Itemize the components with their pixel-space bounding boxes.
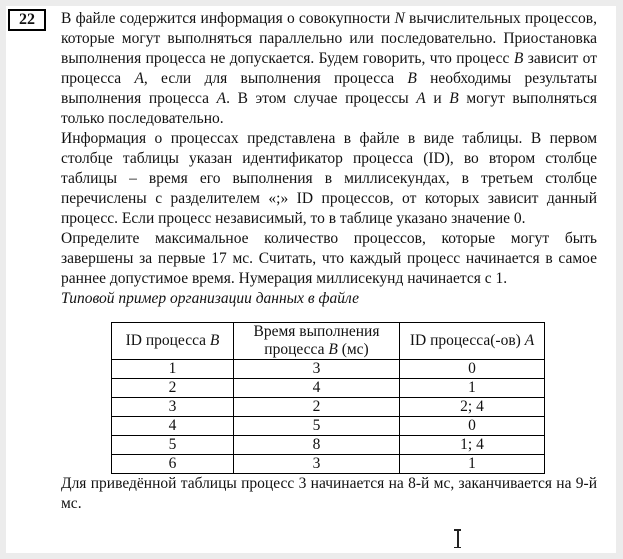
table-cell: 4: [234, 379, 400, 398]
table-cell: 2; 4: [400, 398, 545, 417]
header-dependencies: [400, 323, 545, 360]
variable-italic: B: [513, 50, 524, 67]
text-segment: , если для выполнения процесса: [143, 70, 408, 87]
text-segment: зависит от процесса: [61, 50, 597, 87]
table-row: [112, 379, 545, 398]
table-cell: 8: [234, 436, 400, 455]
process-table: [111, 322, 545, 474]
table-cell: 3: [112, 398, 234, 417]
table-cell: 1; 4: [400, 436, 545, 455]
table-header-row: [112, 323, 545, 360]
text-segment: ID процесса(-ов): [409, 332, 525, 349]
table-cell: 2: [234, 398, 400, 417]
header-process-id: [112, 323, 234, 360]
paragraph-intro: [61, 9, 597, 129]
text-segment: Для приведённой таблицы процесс 3 начинается на 8-й мс, заканчивается на 9-й мс.: [61, 475, 597, 512]
text-segment: (мс): [337, 341, 369, 358]
table-row: [112, 360, 545, 379]
table-cell: 5: [112, 436, 234, 455]
table-cell: 1: [400, 455, 545, 474]
text-segment: Информация о процессах представлена в файле в виде таблицы. В первом столбце таблицы указан идентификатор процесса (ID), во втором столбце таблицы – время его выполнения в миллисекундах, в третьем столбце перечислены с разделителем «;» ID процессов, от которых зависит данный процесс. Если процесс независимый, то в таблице указано значение 0.: [61, 130, 597, 227]
header-exec-time: [234, 323, 400, 360]
text-segment: ID процесса: [125, 332, 210, 349]
table-cell: 2: [112, 379, 234, 398]
variable-italic: B: [328, 341, 338, 358]
variable-italic: N: [394, 10, 405, 27]
paragraph-file-format: [61, 129, 597, 229]
task-text: [61, 9, 597, 514]
text-segment: В файле содержится информация о совокупности: [61, 10, 395, 27]
task-number-box: [8, 9, 46, 31]
variable-italic: A: [524, 332, 535, 349]
text-segment: Определите максимальное количество процессов, которые могут быть завершены за первые 17 мс. Считать, что каждый процесс начинается в самое раннее допустимое время. Нумерация миллисекунд начинается с 1.: [61, 230, 597, 287]
variable-italic: B: [209, 332, 220, 349]
ibeam-stem: [457, 530, 459, 547]
text-segment: . В этом случае процессы: [226, 90, 417, 107]
table-cell: 1: [112, 360, 234, 379]
variable-italic: A: [416, 90, 426, 107]
variable-italic: B: [407, 70, 417, 87]
table-cell: 3: [234, 455, 400, 474]
variable-italic: A: [216, 90, 227, 107]
table-cell: 5: [234, 417, 400, 436]
table-cell: 3: [234, 360, 400, 379]
table-cell: 6: [112, 455, 234, 474]
text-segment: вычислительных процессов, которые могут выполняться параллельно или последовательно. Приостановка выполнения процесса не допускается. Будем говорить, что процесс: [61, 10, 597, 67]
text-cursor-ibeam: [453, 529, 462, 548]
table-row: [112, 436, 545, 455]
ibeam-bottom-serif: [454, 547, 461, 549]
table-row: [112, 398, 545, 417]
table-body: [112, 360, 545, 474]
task-block: [6, 6, 616, 514]
table-cell: 0: [400, 360, 545, 379]
text-segment: необходимы результаты выполнения процесса: [61, 70, 598, 107]
document-page: [6, 6, 616, 553]
task-number: 22: [19, 11, 35, 28]
text-segment: и: [425, 90, 450, 107]
variable-italic: A: [134, 70, 144, 87]
table-cell: 4: [112, 417, 234, 436]
table-cell: 0: [400, 417, 545, 436]
variable-italic: B: [449, 90, 459, 107]
text-segment: могут выполняться только последовательно.: [61, 90, 597, 127]
table-row: [112, 455, 545, 474]
text-segment: Время выполнения процесса: [253, 323, 380, 358]
example-caption: Типовой пример организации данных в файле: [61, 290, 360, 307]
table-row: [112, 417, 545, 436]
table-cell: 1: [400, 379, 545, 398]
paragraph-question: [61, 229, 597, 289]
example-table-wrapper: [111, 322, 597, 474]
paragraph-note: [61, 474, 597, 514]
